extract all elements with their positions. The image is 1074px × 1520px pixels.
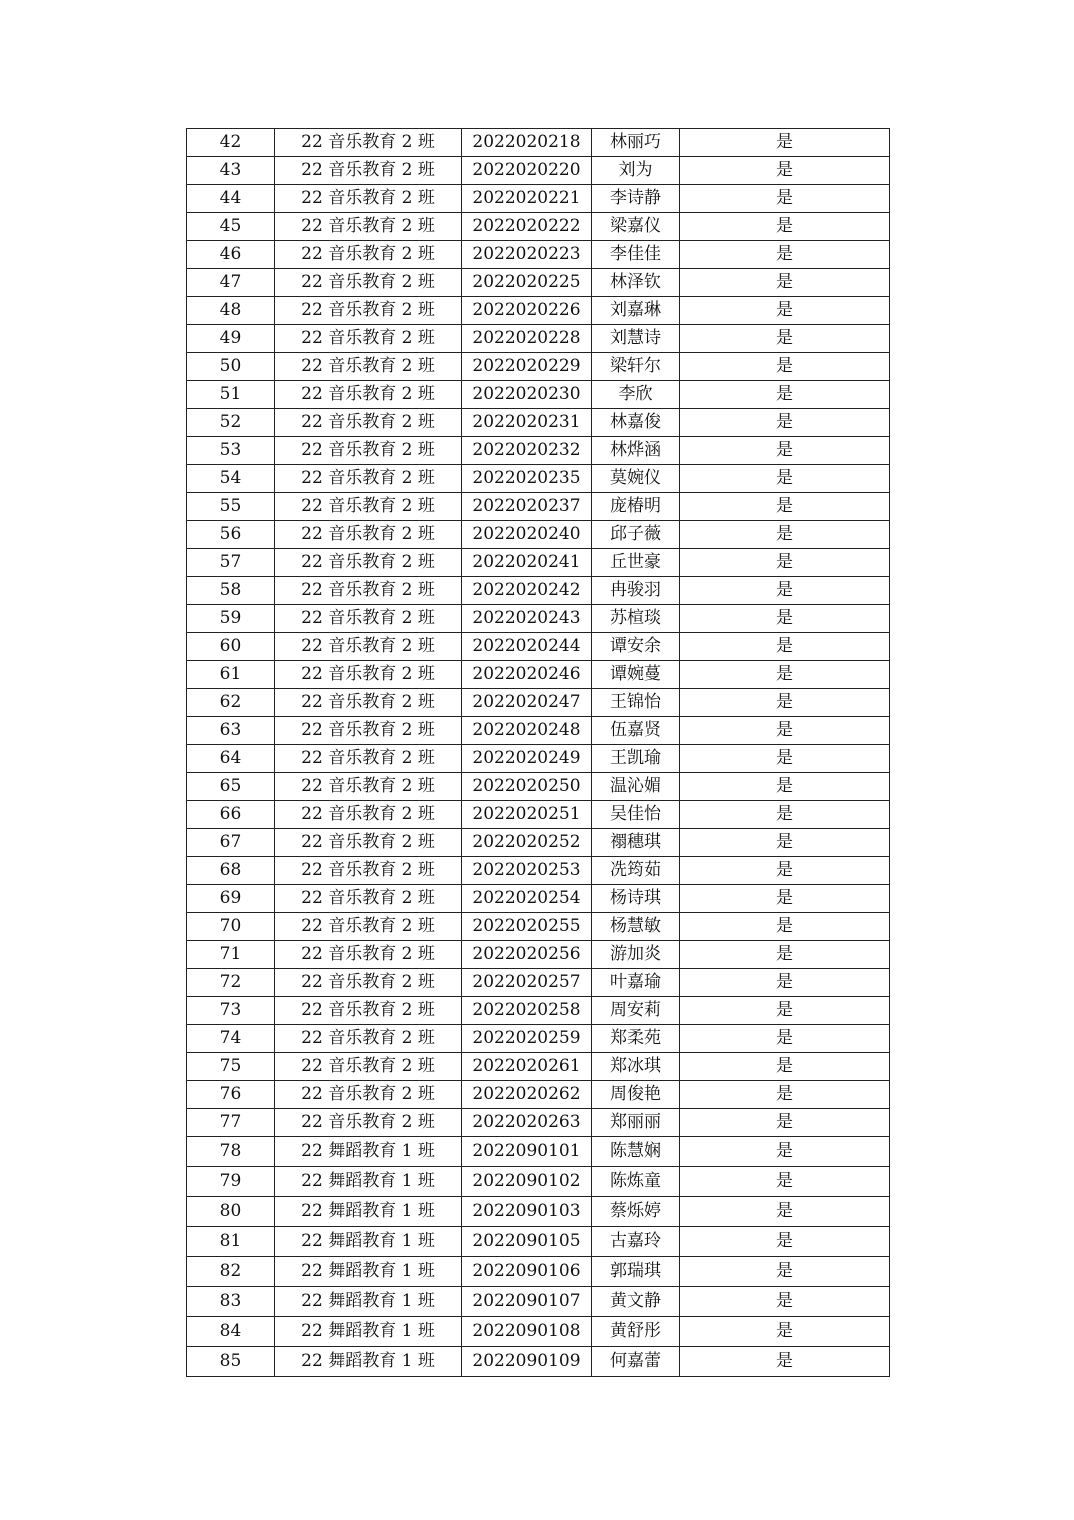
class-name-cell: 22 音乐教育 2 班 <box>275 913 462 941</box>
row-number-cell: 80 <box>187 1197 275 1227</box>
class-name-cell: 22 音乐教育 2 班 <box>275 801 462 829</box>
class-name-cell: 22 音乐教育 2 班 <box>275 325 462 353</box>
student-name-cell: 林嘉俊 <box>592 409 680 437</box>
row-number-cell: 66 <box>187 801 275 829</box>
student-name-cell: 李佳佳 <box>592 241 680 269</box>
status-cell: 是 <box>680 437 890 465</box>
status-cell: 是 <box>680 885 890 913</box>
status-cell: 是 <box>680 241 890 269</box>
table-row <box>187 465 890 493</box>
class-name-cell: 22 音乐教育 2 班 <box>275 661 462 689</box>
status-cell: 是 <box>680 1197 890 1227</box>
table-row <box>187 689 890 717</box>
status-cell: 是 <box>680 465 890 493</box>
row-number-cell: 59 <box>187 605 275 633</box>
row-number-cell: 70 <box>187 913 275 941</box>
row-number-cell: 52 <box>187 409 275 437</box>
row-number-cell: 72 <box>187 969 275 997</box>
row-number-cell: 50 <box>187 353 275 381</box>
student-id-cell: 2022020230 <box>462 381 592 409</box>
class-name-cell: 22 音乐教育 2 班 <box>275 297 462 325</box>
class-name-cell: 22 音乐教育 2 班 <box>275 969 462 997</box>
status-cell: 是 <box>680 521 890 549</box>
row-number-cell: 65 <box>187 773 275 801</box>
student-name-cell: 林烨涵 <box>592 437 680 465</box>
status-cell: 是 <box>680 1025 890 1053</box>
row-number-cell: 46 <box>187 241 275 269</box>
status-cell: 是 <box>680 1287 890 1317</box>
status-cell: 是 <box>680 773 890 801</box>
table-row <box>187 1025 890 1053</box>
student-name-cell: 李欣 <box>592 381 680 409</box>
table-row <box>187 801 890 829</box>
student-id-cell: 2022090105 <box>462 1227 592 1257</box>
student-id-cell: 2022090101 <box>462 1137 592 1167</box>
class-name-cell: 22 音乐教育 2 班 <box>275 577 462 605</box>
student-name-cell: 吴佳怡 <box>592 801 680 829</box>
student-id-cell: 2022020244 <box>462 633 592 661</box>
student-id-cell: 2022090108 <box>462 1317 592 1347</box>
class-name-cell: 22 音乐教育 2 班 <box>275 1025 462 1053</box>
row-number-cell: 63 <box>187 717 275 745</box>
table-row <box>187 1197 890 1227</box>
row-number-cell: 55 <box>187 493 275 521</box>
class-name-cell: 22 音乐教育 2 班 <box>275 409 462 437</box>
row-number-cell: 68 <box>187 857 275 885</box>
student-id-cell: 2022090107 <box>462 1287 592 1317</box>
table-row <box>187 213 890 241</box>
class-name-cell: 22 舞蹈教育 1 班 <box>275 1137 462 1167</box>
status-cell: 是 <box>680 157 890 185</box>
student-id-cell: 2022020261 <box>462 1053 592 1081</box>
class-name-cell: 22 音乐教育 2 班 <box>275 745 462 773</box>
row-number-cell: 74 <box>187 1025 275 1053</box>
row-number-cell: 56 <box>187 521 275 549</box>
student-name-cell: 陈慧娴 <box>592 1137 680 1167</box>
student-name-cell: 王锦怡 <box>592 689 680 717</box>
student-name-cell: 郭瑞琪 <box>592 1257 680 1287</box>
row-number-cell: 60 <box>187 633 275 661</box>
table-row <box>187 1347 890 1377</box>
table-row <box>187 885 890 913</box>
student-id-cell: 2022020247 <box>462 689 592 717</box>
student-id-cell: 2022090103 <box>462 1197 592 1227</box>
class-name-cell: 22 音乐教育 2 班 <box>275 437 462 465</box>
row-number-cell: 69 <box>187 885 275 913</box>
row-number-cell: 61 <box>187 661 275 689</box>
table-row <box>187 913 890 941</box>
table-row <box>187 549 890 577</box>
student-name-cell: 杨诗琪 <box>592 885 680 913</box>
row-number-cell: 73 <box>187 997 275 1025</box>
student-name-cell: 温沁媚 <box>592 773 680 801</box>
row-number-cell: 48 <box>187 297 275 325</box>
table-row <box>187 661 890 689</box>
student-id-cell: 2022020255 <box>462 913 592 941</box>
student-id-cell: 2022020246 <box>462 661 592 689</box>
row-number-cell: 49 <box>187 325 275 353</box>
status-cell: 是 <box>680 717 890 745</box>
row-number-cell: 81 <box>187 1227 275 1257</box>
row-number-cell: 44 <box>187 185 275 213</box>
student-id-cell: 2022020226 <box>462 297 592 325</box>
table-row <box>187 157 890 185</box>
class-name-cell: 22 音乐教育 2 班 <box>275 353 462 381</box>
table-row <box>187 717 890 745</box>
status-cell: 是 <box>680 745 890 773</box>
status-cell: 是 <box>680 857 890 885</box>
status-cell: 是 <box>680 1137 890 1167</box>
class-name-cell: 22 音乐教育 2 班 <box>275 1109 462 1137</box>
table-row <box>187 185 890 213</box>
student-name-cell: 王凯瑜 <box>592 745 680 773</box>
class-name-cell: 22 音乐教育 2 班 <box>275 241 462 269</box>
class-name-cell: 22 舞蹈教育 1 班 <box>275 1257 462 1287</box>
student-name-cell: 谭安余 <box>592 633 680 661</box>
row-number-cell: 58 <box>187 577 275 605</box>
class-name-cell: 22 舞蹈教育 1 班 <box>275 1287 462 1317</box>
class-name-cell: 22 音乐教育 2 班 <box>275 157 462 185</box>
student-id-cell: 2022020259 <box>462 1025 592 1053</box>
table-row <box>187 1081 890 1109</box>
class-name-cell: 22 音乐教育 2 班 <box>275 269 462 297</box>
student-id-cell: 2022020249 <box>462 745 592 773</box>
row-number-cell: 83 <box>187 1287 275 1317</box>
class-name-cell: 22 音乐教育 2 班 <box>275 1081 462 1109</box>
class-name-cell: 22 音乐教育 2 班 <box>275 857 462 885</box>
student-id-cell: 2022020241 <box>462 549 592 577</box>
status-cell: 是 <box>680 409 890 437</box>
student-id-cell: 2022090106 <box>462 1257 592 1287</box>
class-name-cell: 22 音乐教育 2 班 <box>275 829 462 857</box>
status-cell: 是 <box>680 353 890 381</box>
row-number-cell: 64 <box>187 745 275 773</box>
status-cell: 是 <box>680 913 890 941</box>
student-name-cell: 郑柔苑 <box>592 1025 680 1053</box>
status-cell: 是 <box>680 381 890 409</box>
student-id-cell: 2022020262 <box>462 1081 592 1109</box>
class-name-cell: 22 舞蹈教育 1 班 <box>275 1167 462 1197</box>
table-row <box>187 941 890 969</box>
student-name-cell: 冼筠茹 <box>592 857 680 885</box>
student-id-cell: 2022090102 <box>462 1167 592 1197</box>
status-cell: 是 <box>680 633 890 661</box>
table-row <box>187 829 890 857</box>
student-id-cell: 2022020228 <box>462 325 592 353</box>
student-id-cell: 2022020251 <box>462 801 592 829</box>
student-name-cell: 梁嘉仪 <box>592 213 680 241</box>
table-row <box>187 325 890 353</box>
student-id-cell: 2022020220 <box>462 157 592 185</box>
student-id-cell: 2022020243 <box>462 605 592 633</box>
status-cell: 是 <box>680 577 890 605</box>
status-cell: 是 <box>680 1257 890 1287</box>
student-id-cell: 2022020222 <box>462 213 592 241</box>
student-id-cell: 2022090109 <box>462 1347 592 1377</box>
student-name-cell: 刘为 <box>592 157 680 185</box>
row-number-cell: 47 <box>187 269 275 297</box>
class-name-cell: 22 舞蹈教育 1 班 <box>275 1347 462 1377</box>
table-row <box>187 997 890 1025</box>
student-id-cell: 2022020253 <box>462 857 592 885</box>
row-number-cell: 78 <box>187 1137 275 1167</box>
status-cell: 是 <box>680 269 890 297</box>
status-cell: 是 <box>680 605 890 633</box>
class-name-cell: 22 音乐教育 2 班 <box>275 185 462 213</box>
student-name-cell: 杨慧敏 <box>592 913 680 941</box>
row-number-cell: 84 <box>187 1317 275 1347</box>
student-name-cell: 黄文静 <box>592 1287 680 1317</box>
class-name-cell: 22 音乐教育 2 班 <box>275 605 462 633</box>
row-number-cell: 57 <box>187 549 275 577</box>
student-name-cell: 古嘉玲 <box>592 1227 680 1257</box>
status-cell: 是 <box>680 325 890 353</box>
table-row <box>187 521 890 549</box>
student-name-cell: 禤穗琪 <box>592 829 680 857</box>
status-cell: 是 <box>680 493 890 521</box>
class-name-cell: 22 音乐教育 2 班 <box>275 465 462 493</box>
student-name-cell: 蔡烁婷 <box>592 1197 680 1227</box>
row-number-cell: 53 <box>187 437 275 465</box>
table-row <box>187 1053 890 1081</box>
student-id-cell: 2022020252 <box>462 829 592 857</box>
row-number-cell: 85 <box>187 1347 275 1377</box>
status-cell: 是 <box>680 1053 890 1081</box>
row-number-cell: 51 <box>187 381 275 409</box>
table-row <box>187 297 890 325</box>
student-roster-table <box>186 128 890 1377</box>
class-name-cell: 22 音乐教育 2 班 <box>275 381 462 409</box>
table-row <box>187 745 890 773</box>
class-name-cell: 22 音乐教育 2 班 <box>275 213 462 241</box>
student-name-cell: 丘世豪 <box>592 549 680 577</box>
student-name-cell: 黄舒彤 <box>592 1317 680 1347</box>
table-row <box>187 381 890 409</box>
class-name-cell: 22 音乐教育 2 班 <box>275 885 462 913</box>
class-name-cell: 22 音乐教育 2 班 <box>275 689 462 717</box>
student-name-cell: 伍嘉贤 <box>592 717 680 745</box>
class-name-cell: 22 舞蹈教育 1 班 <box>275 1227 462 1257</box>
status-cell: 是 <box>680 185 890 213</box>
status-cell: 是 <box>680 1109 890 1137</box>
student-id-cell: 2022020237 <box>462 493 592 521</box>
status-cell: 是 <box>680 997 890 1025</box>
row-number-cell: 75 <box>187 1053 275 1081</box>
student-name-cell: 刘嘉琳 <box>592 297 680 325</box>
student-id-cell: 2022020263 <box>462 1109 592 1137</box>
status-cell: 是 <box>680 129 890 157</box>
row-number-cell: 42 <box>187 129 275 157</box>
row-number-cell: 76 <box>187 1081 275 1109</box>
row-number-cell: 77 <box>187 1109 275 1137</box>
student-name-cell: 游加炎 <box>592 941 680 969</box>
row-number-cell: 54 <box>187 465 275 493</box>
student-name-cell: 周安莉 <box>592 997 680 1025</box>
status-cell: 是 <box>680 661 890 689</box>
class-name-cell: 22 音乐教育 2 班 <box>275 1053 462 1081</box>
student-id-cell: 2022020254 <box>462 885 592 913</box>
table-row <box>187 493 890 521</box>
student-id-cell: 2022020229 <box>462 353 592 381</box>
table-row <box>187 1167 890 1197</box>
row-number-cell: 43 <box>187 157 275 185</box>
student-name-cell: 李诗静 <box>592 185 680 213</box>
status-cell: 是 <box>680 1167 890 1197</box>
table-row <box>187 633 890 661</box>
status-cell: 是 <box>680 213 890 241</box>
row-number-cell: 82 <box>187 1257 275 1287</box>
student-id-cell: 2022020257 <box>462 969 592 997</box>
status-cell: 是 <box>680 1227 890 1257</box>
table-row <box>187 1287 890 1317</box>
student-name-cell: 陈炼童 <box>592 1167 680 1197</box>
table-row <box>187 577 890 605</box>
student-name-cell: 刘慧诗 <box>592 325 680 353</box>
student-name-cell: 周俊艳 <box>592 1081 680 1109</box>
table-row <box>187 409 890 437</box>
class-name-cell: 22 舞蹈教育 1 班 <box>275 1197 462 1227</box>
class-name-cell: 22 音乐教育 2 班 <box>275 633 462 661</box>
student-id-cell: 2022020248 <box>462 717 592 745</box>
student-name-cell: 庞椿明 <box>592 493 680 521</box>
student-name-cell: 何嘉蕾 <box>592 1347 680 1377</box>
student-id-cell: 2022020242 <box>462 577 592 605</box>
status-cell: 是 <box>680 941 890 969</box>
status-cell: 是 <box>680 1081 890 1109</box>
student-name-cell: 叶嘉瑜 <box>592 969 680 997</box>
student-name-cell: 梁轩尔 <box>592 353 680 381</box>
table-row <box>187 1257 890 1287</box>
status-cell: 是 <box>680 297 890 325</box>
table-row <box>187 857 890 885</box>
roster-body <box>187 129 890 1377</box>
class-name-cell: 22 音乐教育 2 班 <box>275 129 462 157</box>
status-cell: 是 <box>680 969 890 997</box>
status-cell: 是 <box>680 801 890 829</box>
student-name-cell: 邱子薇 <box>592 521 680 549</box>
status-cell: 是 <box>680 549 890 577</box>
row-number-cell: 45 <box>187 213 275 241</box>
class-name-cell: 22 舞蹈教育 1 班 <box>275 1317 462 1347</box>
student-name-cell: 林丽巧 <box>592 129 680 157</box>
table-row <box>187 969 890 997</box>
row-number-cell: 79 <box>187 1167 275 1197</box>
table-row <box>187 269 890 297</box>
table-row <box>187 773 890 801</box>
table-row <box>187 1317 890 1347</box>
student-id-cell: 2022020232 <box>462 437 592 465</box>
row-number-cell: 71 <box>187 941 275 969</box>
table-row <box>187 1109 890 1137</box>
student-id-cell: 2022020258 <box>462 997 592 1025</box>
student-id-cell: 2022020218 <box>462 129 592 157</box>
table-row <box>187 241 890 269</box>
student-name-cell: 郑丽丽 <box>592 1109 680 1137</box>
student-id-cell: 2022020235 <box>462 465 592 493</box>
class-name-cell: 22 音乐教育 2 班 <box>275 493 462 521</box>
status-cell: 是 <box>680 689 890 717</box>
student-id-cell: 2022020231 <box>462 409 592 437</box>
status-cell: 是 <box>680 829 890 857</box>
student-name-cell: 莫婉仪 <box>592 465 680 493</box>
student-name-cell: 谭婉蔓 <box>592 661 680 689</box>
table-row <box>187 605 890 633</box>
student-name-cell: 苏楦琰 <box>592 605 680 633</box>
table-row <box>187 437 890 465</box>
student-id-cell: 2022020225 <box>462 269 592 297</box>
table-row <box>187 1137 890 1167</box>
row-number-cell: 62 <box>187 689 275 717</box>
student-id-cell: 2022020250 <box>462 773 592 801</box>
class-name-cell: 22 音乐教育 2 班 <box>275 521 462 549</box>
class-name-cell: 22 音乐教育 2 班 <box>275 717 462 745</box>
table-row <box>187 353 890 381</box>
table-row <box>187 129 890 157</box>
student-name-cell: 郑冰琪 <box>592 1053 680 1081</box>
row-number-cell: 67 <box>187 829 275 857</box>
student-id-cell: 2022020223 <box>462 241 592 269</box>
class-name-cell: 22 音乐教育 2 班 <box>275 773 462 801</box>
student-id-cell: 2022020240 <box>462 521 592 549</box>
student-id-cell: 2022020221 <box>462 185 592 213</box>
class-name-cell: 22 音乐教育 2 班 <box>275 997 462 1025</box>
table-row <box>187 1227 890 1257</box>
status-cell: 是 <box>680 1347 890 1377</box>
student-name-cell: 林泽钦 <box>592 269 680 297</box>
student-id-cell: 2022020256 <box>462 941 592 969</box>
class-name-cell: 22 音乐教育 2 班 <box>275 941 462 969</box>
class-name-cell: 22 音乐教育 2 班 <box>275 549 462 577</box>
status-cell: 是 <box>680 1317 890 1347</box>
student-name-cell: 冉骏羽 <box>592 577 680 605</box>
